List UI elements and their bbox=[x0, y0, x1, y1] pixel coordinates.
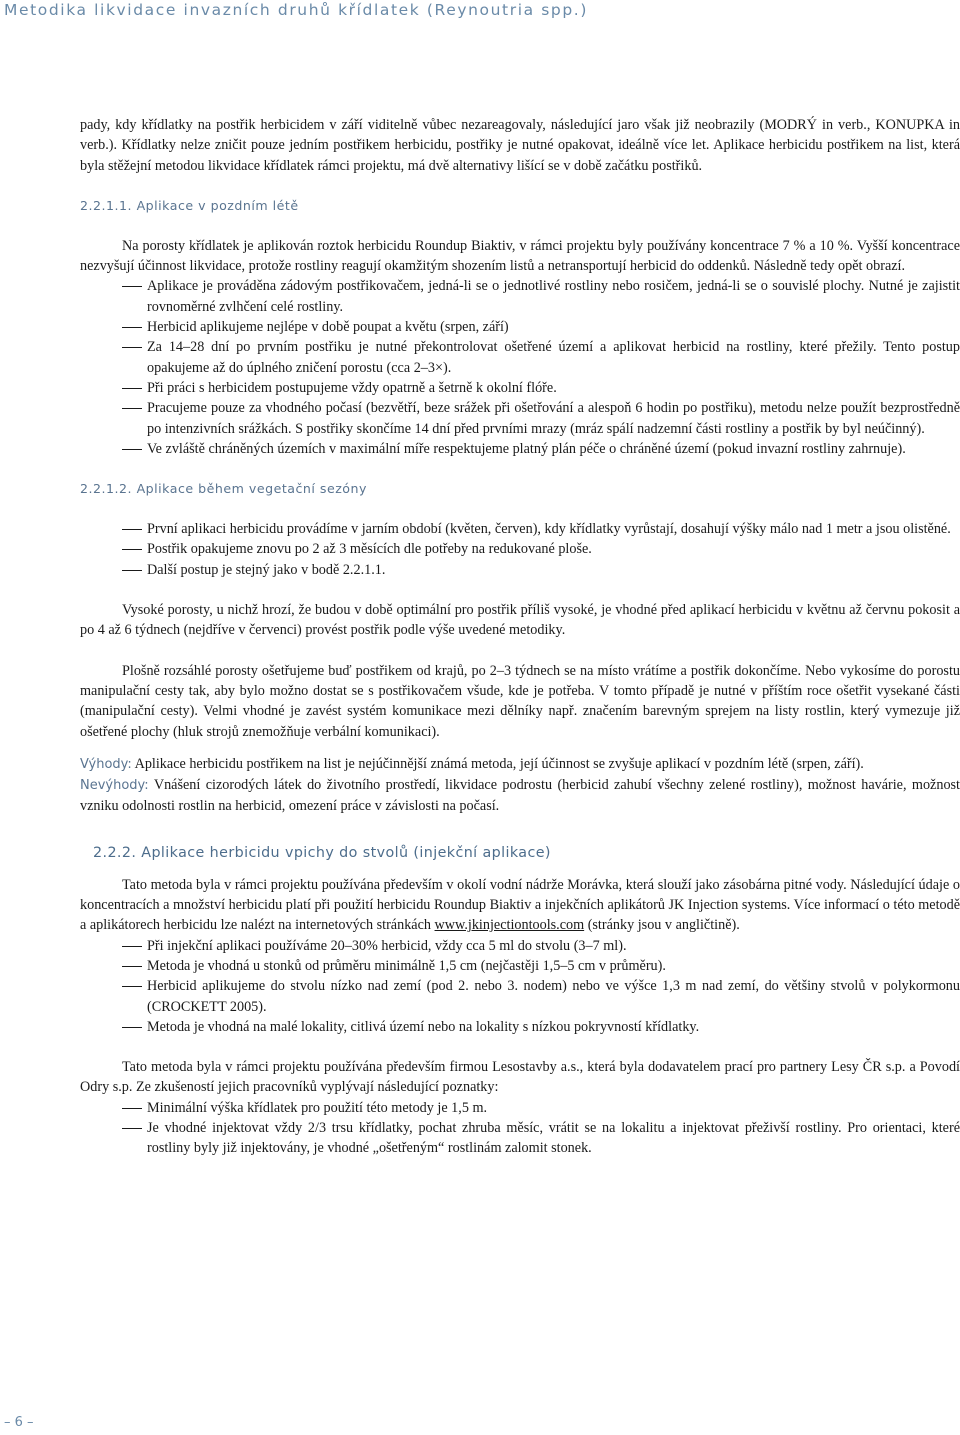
dash-bullet-icon bbox=[122, 570, 142, 571]
dash-bullet-icon bbox=[122, 1128, 142, 1129]
list-injection bbox=[80, 936, 960, 1037]
dash-bullet-icon bbox=[122, 529, 142, 530]
paragraph-tall-stands: Vysoké porosty, u nichž hrozí, že budou v době optimální pro postřik příliš vysoké, je vhodné před aplikací herbicidu v květnu až červnu pokosit a po 4 až 6 týdnech (nejdříve v červenci) provést postřik podle výše uvedené metodiky. bbox=[80, 602, 960, 639]
list-late-summer bbox=[80, 276, 960, 459]
list-lesostavby bbox=[80, 1098, 960, 1159]
cons-paragraph bbox=[80, 775, 960, 817]
list-item: Metoda je vhodná na malé lokality, citlivá území nebo na lokality s nízkou pokryvností křídlatky. bbox=[147, 1017, 960, 1037]
heading-2-2-1-2: 2.2.1.2. Aplikace během vegetační sezóny bbox=[80, 481, 367, 497]
list-vegetation-season bbox=[80, 519, 960, 580]
list-item: Další postup je stejný jako v bodě 2.2.1.1. bbox=[147, 560, 960, 580]
list-item: Ve zvláště chráněných územích v maximální míře respektujeme platný plán péče o chráněné území (pokud invazní rostliny zahrnuje). bbox=[147, 439, 960, 459]
dash-bullet-icon bbox=[122, 986, 142, 987]
dash-bullet-icon bbox=[122, 286, 142, 287]
dash-bullet-icon bbox=[122, 408, 142, 409]
page-number: – 6 – bbox=[4, 1415, 34, 1430]
jk-injection-link[interactable]: www.jkinjectiontools.com bbox=[434, 917, 585, 934]
heading-2-2-2: 2.2.2. Aplikace herbicidu vpichy do stvolů (injekční aplikace) bbox=[93, 844, 551, 861]
list-item: Metoda je vhodná u stonků od průměru minimálně 1,5 cm (nejčastěji 1,5–5 cm v průměru). bbox=[147, 956, 960, 976]
dash-bullet-icon bbox=[122, 388, 142, 389]
dash-bullet-icon bbox=[122, 966, 142, 967]
cons-text: Vnášení cizorodých látek do životního prostředí, likvidace podrostu (herbicid zahubí všechny zelené rostliny), možnost havárie, možnost vzniku odolnosti rostlin na herbicid, omezení práce v závislosti na počasí. bbox=[80, 777, 960, 815]
dash-bullet-icon bbox=[122, 347, 142, 348]
paragraph-lesostavby: Tato metoda byla v rámci projektu používána především firmou Lesostavby a.s., která byla dodavatelem prací pro partnery Lesy ČR s.p. a Povodí Odry s.p. Ze zkušeností jejich pracovníků vyplývají následující poznatky: bbox=[80, 1059, 960, 1096]
heading-2-2-1-1: 2.2.1.1. Aplikace v pozdním létě bbox=[80, 197, 299, 213]
list-item: Za 14–28 dní po prvním postřiku je nutné překontrolovat ošetřené území a aplikovat herbicid na rostliny, které přežily. Tento postup opakujeme až do úplného zničení porostu (cca 2–3×). bbox=[147, 337, 960, 378]
dash-bullet-icon bbox=[122, 549, 142, 550]
list-item: První aplikaci herbicidu provádíme v jarním období (květen, červen), kdy křídlatky vyrůstají, dosahují výšky málo nad 1 metr a jsou olistěné. bbox=[147, 519, 960, 539]
list-item: Postřik opakujeme znovu po 2 až 3 měsících dle potřeby na redukované ploše. bbox=[147, 539, 960, 559]
running-header: Metodika likvidace invazních druhů křídlatek (Reynoutria spp.) bbox=[4, 1, 588, 19]
page-content bbox=[80, 115, 960, 1159]
list-item: Minimální výška křídlatek pro použití této metody je 1,5 m. bbox=[147, 1098, 960, 1118]
list-item: Při injekční aplikaci používáme 20–30% herbicid, vždy cca 5 ml do stvolu (3–7 ml). bbox=[147, 936, 960, 956]
intro-paragraph: pady, kdy křídlatky na postřik herbicidem v září viditelně vůbec nezareagovaly, následující jaro však již neobrazily (MODRÝ in verb., KONUPKA in verb.). Křídlatky nelze zničit pouze jedním postřikem herbicidu, postřiky je nutné opakovat, ideálně více let. Aplikace herbicidu postřikem na list, která byla stěžejní metodou likvidace křídlatek rámci projektu, má dvě alternativy lišící se v době začátku postřiků. bbox=[80, 117, 960, 174]
dash-bullet-icon bbox=[122, 1108, 142, 1109]
list-item: Herbicid aplikujeme do stvolu nízko nad zemí (pod 2. nebo 3. nodem) nebo ve výšce 1,3 m nad zemí, do většiny stvolů v polykormonu (CROCKETT 2005). bbox=[147, 976, 960, 1017]
cons-label: Nevýhody: bbox=[80, 778, 149, 794]
dash-bullet-icon bbox=[122, 449, 142, 450]
list-item: Při práci s herbicidem postupujeme vždy opatrně a šetrně k okolní flóře. bbox=[147, 378, 960, 398]
list-item: Herbicid aplikujeme nejlépe v době poupat a květu (srpen, září) bbox=[147, 317, 960, 337]
pros-paragraph bbox=[80, 754, 960, 775]
pros-label: Výhody: bbox=[80, 756, 132, 772]
dash-bullet-icon bbox=[122, 327, 142, 328]
dash-bullet-icon bbox=[122, 1027, 142, 1028]
pros-text: Aplikace herbicidu postřikem na list je nejúčinnější známá metoda, její účinnost se zvyšuje aplikací v pozdním létě (srpen, září). bbox=[134, 755, 864, 772]
list-item: Aplikace je prováděna zádovým postřikovačem, jedná-li se o jednotlivé rostliny nebo rosičem, jedná-li se o souvislé plochy. Nutné je zajistit rovnoměrné zvlhčení celé rostliny. bbox=[147, 276, 960, 317]
paragraph-injection-intro: Tato metoda byla v rámci projektu používána především v okolí vodní nádrže Morávka, která slouží jako zásobárna pitné vody. Následující údaje o koncentracích a množství herbicidu platí při použití herbicidu Roundup Biaktiv a injekčních aplikátorů JK Injection systems. Více informací o této metodě a aplikátorech herbicidu lze nalézt na internetových stránkách www.jkinjectiontools.com (stránky jsou v angličtině). bbox=[80, 876, 960, 934]
list-item: Pracujeme pouze za vhodného počasí (bezvětří, beze srážek při ošetřování a alespoň 6 hodin po postřiku), metodu nelze použít bezprostředně po intenzivních srážkách. S postřiky skončíme 14 dní před prvními mrazy (mráz spálí nadzemní části rostliny a postřik by byl neúčinný). bbox=[147, 398, 960, 439]
list-item: Je vhodné injektovat vždy 2/3 trsu křídlatky, pochat zhruba měsíc, vrátit se na lokalitu a injektovat přeživší rostliny. Pro orientaci, které rostliny byly již injektovány, je vhodné „ošetřeným“ rostlinám zalomit stonek. bbox=[147, 1118, 960, 1159]
paragraph-late-summer: Na porosty křídlatek je aplikován roztok herbicidu Roundup Biaktiv, v rámci projektu byly používány koncentrace 7 % a 10 %. Vyšší koncentrace nezvyšují účinnost likvidace, protože rostliny reagují okamžitým shozením listů a netransportují herbicid do oddenků. Následně tedy opět obrazí. bbox=[80, 237, 960, 275]
paragraph-large-stands: Plošně rozsáhlé porosty ošetřujeme buď postřikem od krajů, po 2–3 týdnech se na místo vrátíme a postřik dokončíme. Nebo vykosíme do porostu manipulační cesty tak, aby bylo možno dostat se s postřikovačem všude, kde je potřeba. V tomto případě je nutné v příštím roce ošetřit vysekané části (manipulační cesty). Velmi vhodné je zavést systém komunikace mezi dělníky např. značením barevným sprejem na listy rostlin, který vymezuje již ošetřené plochy (hluk strojů znemožňuje verbální komunikaci). bbox=[80, 662, 960, 740]
dash-bullet-icon bbox=[122, 946, 142, 947]
